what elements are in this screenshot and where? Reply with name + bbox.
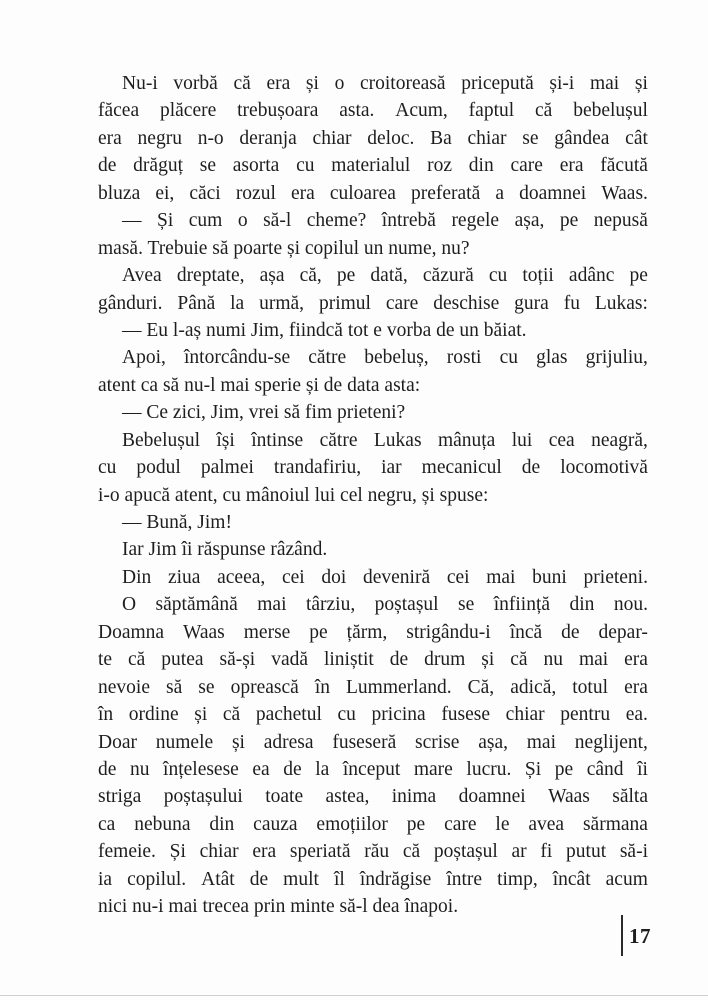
- page-bottom-edge: [0, 995, 708, 996]
- text-line: Din ziua aceea, cei doi deveniră cei mai buni prieteni.: [122, 566, 648, 588]
- text-line: masă. Trebuie să poarte și copilul un nume, nu?: [98, 237, 470, 259]
- text-line: i-o apucă atent, cu mânoiul lui cel negru, și spuse:: [98, 484, 489, 506]
- text-line: bluza ei, căci rozul era culoarea preferată a doamnei Waas.: [98, 182, 648, 204]
- text-line: făcea plăcere trebușoara asta. Acum, faptul că bebelușul: [98, 100, 648, 122]
- page-number: 17: [629, 924, 651, 948]
- text-line: striga poștașului toate astea, inima doamnei Waas sălta: [98, 786, 648, 808]
- text-line: Bebelușul își întinse către Lukas mânuța lui cea neagră,: [122, 429, 648, 451]
- text-line: ca nebuna din cauza emoțiilor pe care le avea sărmana: [98, 813, 648, 835]
- text-line: Iar Jim îi răspunse râzând.: [122, 539, 328, 561]
- text-line: — Eu l-aș numi Jim, fiindcă tot e vorba de un băiat.: [122, 319, 527, 341]
- text-line: Avea dreptate, așa că, pe dată, căzură cu toții adânc pe: [122, 265, 648, 287]
- body-text: [98, 70, 648, 921]
- text-line: — Și cum o să-l cheme? întrebă regele așa, pe nepusă: [122, 210, 648, 232]
- text-line: O săptămână mai târziu, poștașul se înființă din nou.: [122, 594, 648, 616]
- text-line: în ordine și că pachetul cu pricina fusese chiar pentru ea.: [98, 704, 648, 726]
- text-line: de nu înțelesese ea de la început mare lucru. Și pe când îi: [98, 758, 648, 780]
- text-line: — Ce zici, Jim, vrei să fim prieteni?: [122, 402, 406, 424]
- text-line: Apoi, întorcându-se către bebeluș, rosti cu glas grijuliu,: [122, 347, 648, 369]
- text-line: era negru n-o deranja chiar deloc. Ba chiar se gândea cât: [98, 127, 648, 149]
- text-line: Doamna Waas merse pe țărm, strigându-i încă de depar-: [98, 621, 648, 643]
- text-line: Doar numele și adresa fuseseră scrise așa, mai neglijent,: [98, 731, 648, 753]
- text-line: Nu-i vorbă că era și o croitoreasă pricepută și-i mai și: [122, 73, 648, 94]
- text-line: — Bună, Jim!: [122, 512, 232, 533]
- text-line: nevoie să se oprească în Lummerland. Că, adică, totul era: [98, 676, 648, 698]
- text-line: femeie. Și chiar era speriată rău că poștașul ar fi putut să-i: [98, 841, 648, 863]
- text-line: cu podul palmei trandafiriu, iar mecanicul de locomotivă: [98, 457, 648, 479]
- text-line: nici nu-i mai trecea prin minte să-l dea înapoi.: [98, 896, 459, 918]
- text-line: te că putea să-și vadă liniștit de drum și că nu mai era: [98, 649, 648, 671]
- text-line: ia copilul. Atât de mult îl îndrăgise între timp, încât acum: [98, 868, 648, 890]
- text-line: atent ca să nu-l mai sperie și de data asta:: [98, 374, 421, 396]
- page-number-divider: [621, 915, 623, 956]
- text-line: de drăguț se asorta cu materialul roz din care era făcută: [98, 155, 648, 177]
- text-line: gânduri. Până la urmă, primul care deschise gura fu Lukas:: [98, 292, 648, 314]
